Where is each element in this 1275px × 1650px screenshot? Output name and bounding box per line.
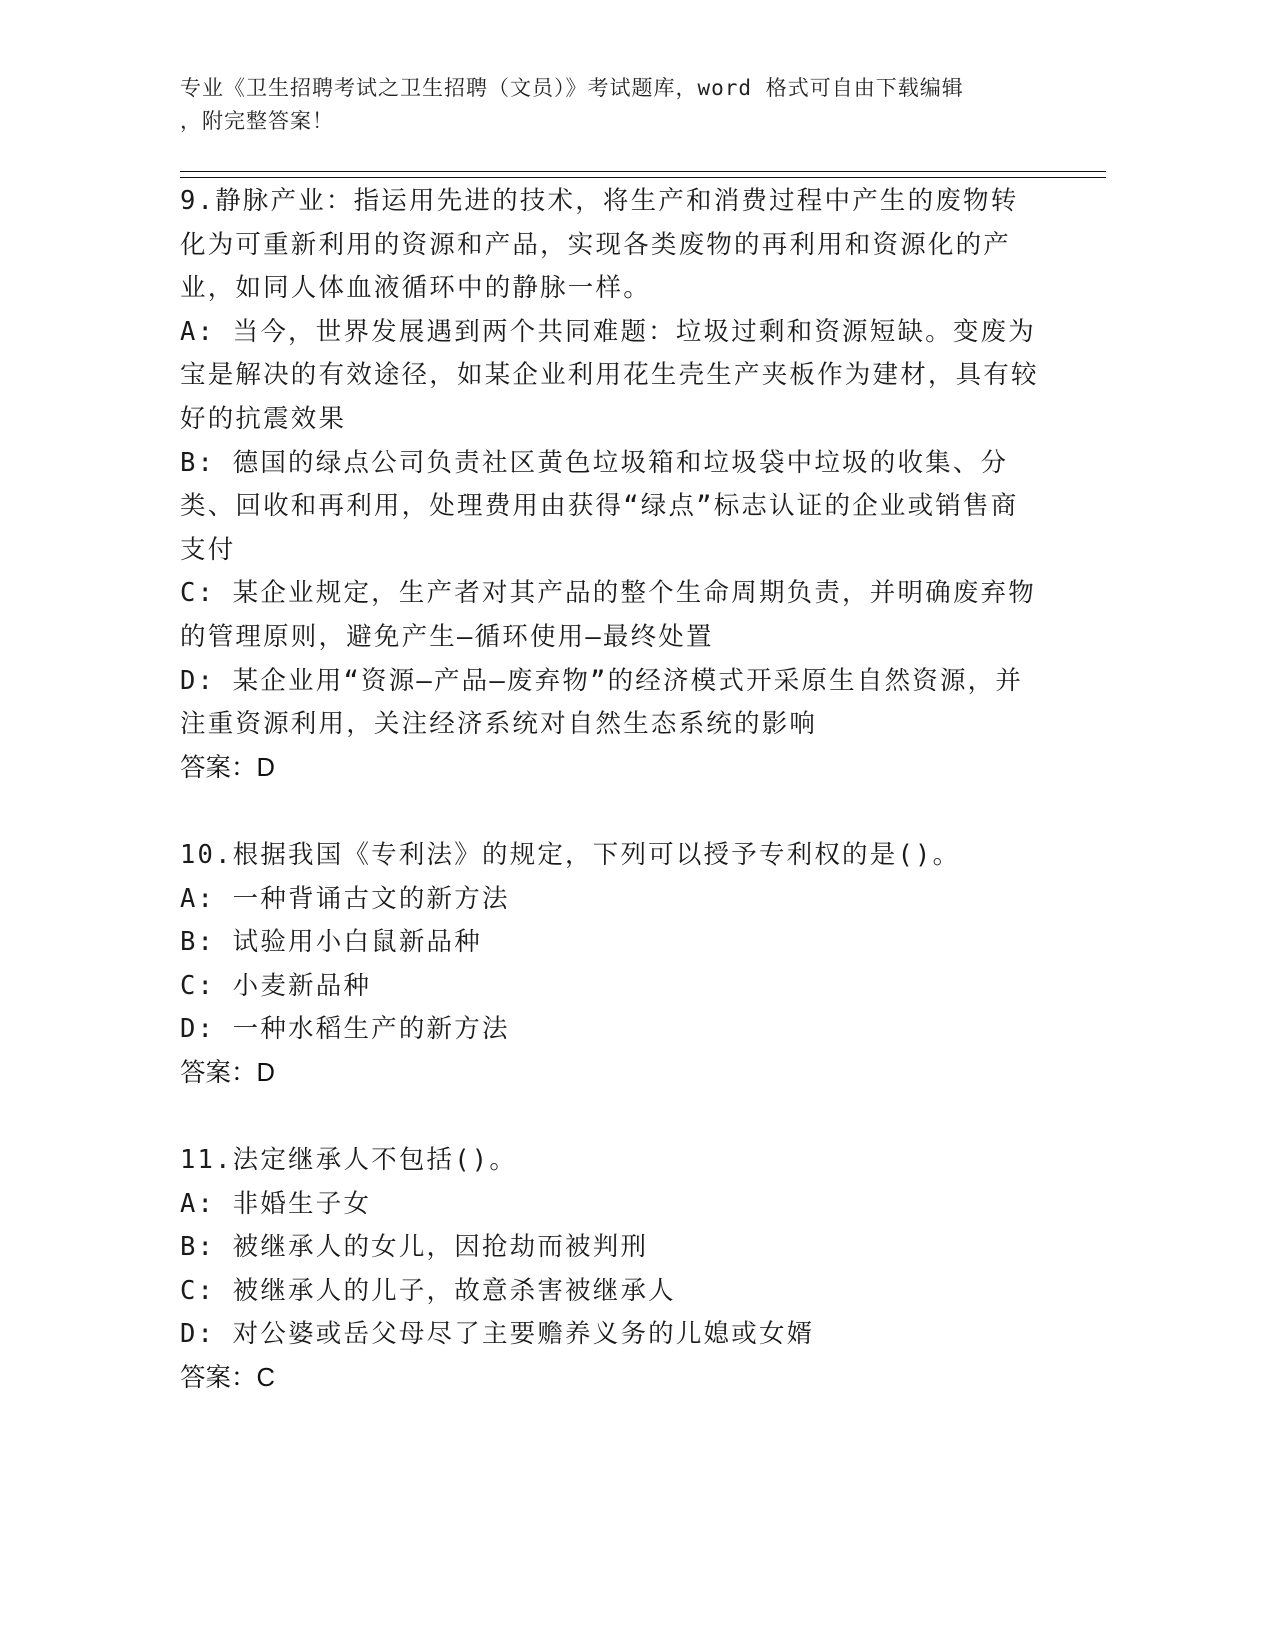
answer: 答案：D: [180, 753, 275, 782]
option-a: A: 非婚生子女: [180, 1188, 372, 1219]
question-list: [180, 180, 1040, 1401]
option-c: C: 被继承人的儿子，故意杀害被继承人: [180, 1275, 676, 1306]
option-d: D: 对公婆或岳父母尽了主要赡养义务的儿媳或女婿: [180, 1319, 815, 1350]
question-stem: 9.静脉产业：指运用先进的技术，将生产和消费过程中产生的废物转化为可重新利用的资源和产品，实现各类废物的再利用和资源化的产业，如同人体血液循环中的静脉一样。: [180, 186, 1019, 304]
question-9: [180, 180, 1040, 790]
option-d: D: 一种水稻生产的新方法: [180, 1014, 510, 1045]
option-b: B: 被继承人的女儿，因抢劫而被判刑: [180, 1232, 649, 1263]
option-a: A: 当今，世界发展遇到两个共同难题：垃圾过剩和资源短缺。变废为宝是解决的有效途径，如某企业利用花生壳生产夹板作为建材，具有较好的抗震效果: [180, 316, 1039, 434]
answer: 答案：D: [180, 1058, 275, 1087]
header-line-1: 专业《卫生招聘考试之卫生招聘（文员）》考试题库，word 格式可自由下载编辑: [180, 76, 964, 100]
header-divider-bottom: [180, 177, 1106, 178]
header-line-2: ，附完整答案！: [180, 109, 334, 133]
question-10: [180, 834, 1040, 1096]
question-gap: [180, 1095, 1040, 1139]
page-header: [180, 72, 1040, 138]
option-c: C: 某企业规定，生产者对其产品的整个生命周期负责，并明确废弃物的管理原则，避免产生—循环使用—最终处置: [180, 578, 1036, 652]
question-stem: 10.根据我国《专利法》的规定，下列可以授予专利权的是()。: [180, 839, 961, 870]
question-stem: 11.法定继承人不包括()。: [180, 1145, 518, 1176]
header-divider-top: [180, 171, 1106, 172]
option-a: A: 一种背诵古文的新方法: [180, 883, 510, 914]
option-c: C: 小麦新品种: [180, 970, 372, 1001]
option-b: B: 德国的绿点公司负责社区黄色垃圾箱和垃圾袋中垃圾的收集、分类、回收和再利用，处理费用由获得“绿点”标志认证的企业或销售商支付: [180, 447, 1019, 565]
question-11: [180, 1139, 1040, 1401]
question-gap: [180, 790, 1040, 834]
answer: 答案：C: [180, 1364, 275, 1393]
option-d: D: 某企业用“资源—产品—废弃物”的经济模式开采原生自然资源，并注重资源利用，关注经济系统对自然生态系统的影响: [180, 665, 1024, 740]
option-b: B: 试验用小白鼠新品种: [180, 927, 482, 958]
